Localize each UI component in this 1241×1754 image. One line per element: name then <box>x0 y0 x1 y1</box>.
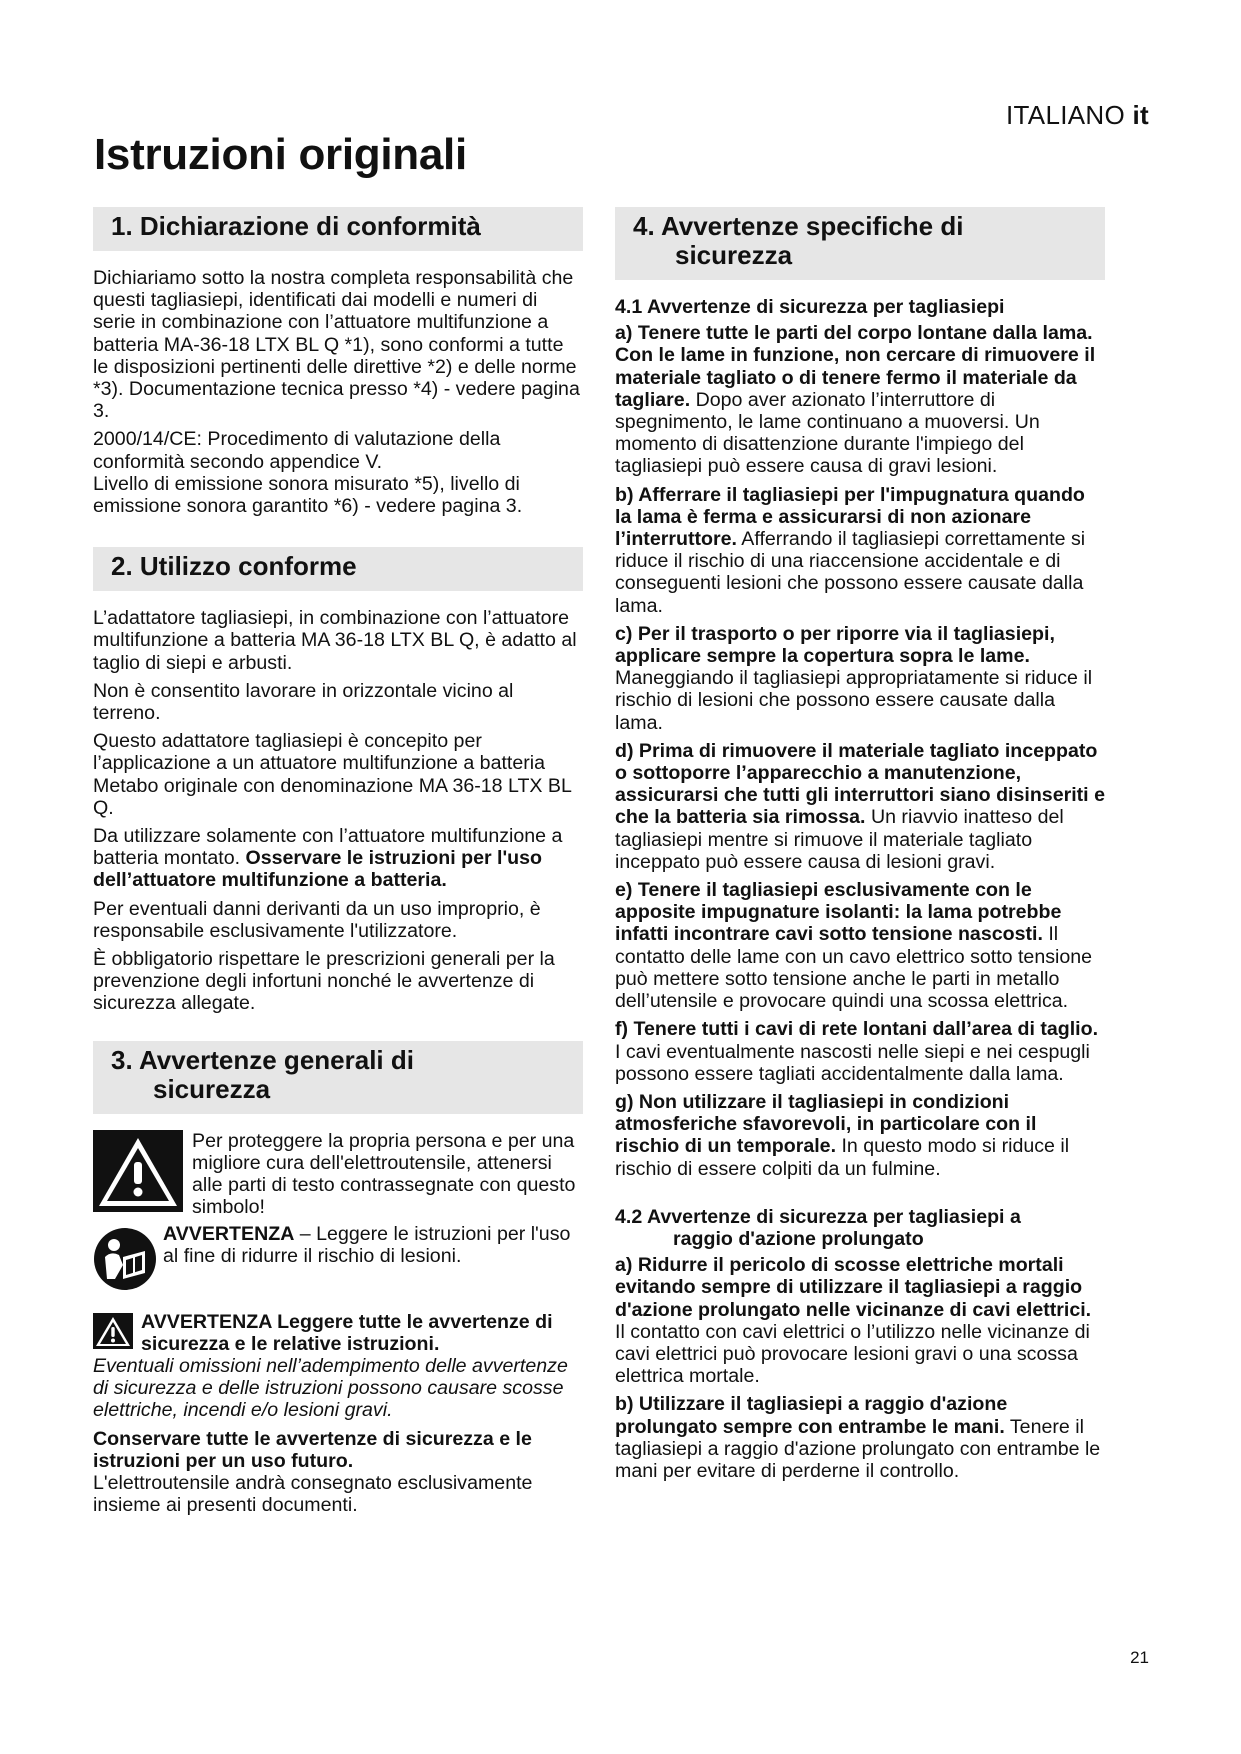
subsection-4-2-heading <box>615 1206 1105 1250</box>
subsection-4-2-heading-line2: raggio d'azione prolungato <box>673 1227 924 1250</box>
item-4-2-a-bold: a) Ridurre il pericolo di scosse elettriche mortali evitando sempre di utilizzare il tagliasiepi a raggio d'azione prolungato nelle vicinanze di cavi elettrici. <box>615 1254 1092 1321</box>
keep-instructions-text: L'elettroutensile andrà consegnato esclusivamente insieme ai presenti documenti. <box>93 1471 533 1517</box>
section-2-paragraph-2: Non è consentito lavorare in orizzontale vicino al terreno. <box>93 679 514 725</box>
subsection-4-2-heading-line1: 4.2 Avvertenze di sicurezza per tagliasiepi a <box>615 1205 1021 1228</box>
item-4-1-e-bold: e) Tenere il tagliasiepi esclusivamente con le apposite impugnature isolanti: la lama potrebbe infatti incontrare cavi sotto tensione nascosti. <box>615 879 1062 946</box>
item-4-1-a-bold: a) Tenere tutte le parti del corpo lontane dalla lama. Con le lame in funzione, non cercare di rimuovere il materiale tagliato o di tenere fermo il materiale da tagliare. <box>615 322 1096 411</box>
read-manual-block <box>93 1223 583 1291</box>
warning-all-block <box>93 1311 583 1355</box>
section-4-heading <box>615 207 1105 280</box>
warning-all-bold: AVVERTENZA Leggere tutte le avvertenze di sicurezza e le relative istruzioni. <box>141 1310 553 1355</box>
section-3-heading-line1: 3. Avvertenze generali di <box>111 1044 414 1075</box>
left-column <box>93 207 583 1522</box>
item-4-1-b <box>615 484 1105 617</box>
item-4-2-a-text: Il contatto con cavi elettrici o l’utilizzo nelle vicinanze di cavi elettrici può provocare lesioni gravi o una scossa elettrica mortale. <box>615 1320 1090 1388</box>
warning-triangle-icon <box>93 1130 183 1212</box>
item-4-1-b-bold: b) Afferrare il tagliasiepi per l'impugnatura quando la lama è ferma e assicurarsi di non azionare l’interruttore. <box>615 483 1085 551</box>
section-2-paragraph-4 <box>93 825 583 892</box>
keep-instructions-bold: Conservare tutte le avvertenze di sicurezza e le istruzioni per un uso futuro. <box>93 1427 532 1472</box>
item-4-1-g-bold: g) Non utilizzare il tagliasiepi in condizioni atmosferiche sfavorevoli, in particolare con il rischio di un temporale. <box>615 1090 1037 1158</box>
document-title: Istruzioni originali <box>94 130 467 179</box>
item-4-1-d-text: Un riavvio inatteso del tagliasiepi mentre si rimuove il materiale tagliato inceppato può essere causa di lesioni gravi. <box>615 806 1064 873</box>
item-4-1-c-bold: c) Per il trasporto o per riporre via il tagliasiepi, applicare sempre la copertura sopra le lame. <box>615 622 1055 668</box>
item-4-2-b-bold: b) Utilizzare il tagliasiepi a raggio d'azione prolungato sempre con entrambe le mani. <box>615 1393 1008 1438</box>
section-4-heading-line1: 4. Avvertenze specifiche di <box>633 211 964 241</box>
read-manual-icon <box>93 1227 157 1291</box>
warning-all-italic: Eventuali omissioni nell’adempimento delle avvertenze di sicurezza e delle istruzioni possono causare scosse elettriche, incendi e/o lesioni gravi. <box>93 1354 568 1422</box>
item-4-1-d-bold: d) Prima di rimuovere il materiale tagliato inceppato o sottoporre l’apparecchio a manutenzione, assicurarsi che tutti gli interruttori siano disinseriti e che la batteria sia rimossa. <box>615 739 1105 829</box>
item-4-1-b-text: Afferrando il tagliasiepi correttamente si riduce il rischio di una riaccensione accidentale e di conseguenti lesioni che possono essere causate dalla lama. <box>615 528 1086 617</box>
noise-level-text: Livello di emissione sonora misurato *5), livello di emissione sonora garantito *6) - vedere pagina 3. <box>93 472 523 518</box>
item-4-1-d <box>615 740 1105 873</box>
item-4-1-g <box>615 1091 1105 1180</box>
language-label <box>1006 100 1149 131</box>
section-3-heading-line2: sicurezza <box>153 1073 271 1104</box>
item-4-1-g-text: In questo modo si riduce il rischio di essere colpiti da un fulmine. <box>615 1135 1070 1180</box>
section-2-heading: 2. Utilizzo conforme <box>93 547 583 591</box>
section-1-heading: 1. Dichiarazione di conformità <box>93 207 583 251</box>
item-4-1-e <box>615 879 1105 1012</box>
section-2-paragraph-6: È obbligatorio rispettare le prescrizioni generali per la prevenzione degli infortuni nonché le avvertenze di sicurezza allegate. <box>93 948 555 1015</box>
keep-instructions <box>93 1428 583 1517</box>
read-manual-bold: AVVERTENZA <box>163 1222 295 1245</box>
item-4-1-c-text: Maneggiando il tagliasiepi appropriatamente si riduce il rischio di lesioni che possono essere causate dalla lama. <box>615 667 1093 734</box>
section-3-heading <box>93 1041 583 1114</box>
warning-symbol-block <box>93 1130 583 1219</box>
section-2-paragraph-1: L’adattatore tagliasiepi, in combinazione con l’attuatore multifunzione a batteria MA 36-18 LTX BL Q, è adatto al taglio di siepi e arbusti. <box>93 607 577 674</box>
item-4-1-c <box>615 623 1105 734</box>
page-number: 21 <box>1130 1648 1149 1667</box>
item-4-2-a <box>615 1254 1105 1387</box>
read-manual-text <box>163 1223 583 1267</box>
section-2-paragraph-5: Per eventuali danni derivanti da un uso improprio, è responsabile esclusivamente l'utilizzatore. <box>93 897 541 942</box>
item-4-2-b-text: Tenere il tagliasiepi a raggio d'azione prolungato con entrambe le mani per evitare di perderne il controllo. <box>615 1415 1101 1482</box>
directive-text: 2000/14/CE: Procedimento di valutazione della conformità secondo appendice V. <box>93 428 501 473</box>
section-2-paragraph-3: Questo adattatore tagliasiepi è concepito per l’applicazione a un attuatore multifunzione a batteria Metabo originale con denominazione MA 36-18 LTX BL Q. <box>93 730 572 819</box>
section-4-heading-line2: sicurezza <box>675 240 793 270</box>
item-4-1-a-text: Dopo aver azionato l’interruttore di spegnimento, le lame continuano a muoversi. Un momento di disattenzione durante l'impiego del tagliasiepi può essere causa di gravi lesioni. <box>615 388 1040 478</box>
item-4-1-f <box>615 1018 1105 1085</box>
read-manual-desc: – Leggere le istruzioni per l'uso al fine di ridurre il rischio di lesioni. <box>163 1222 571 1267</box>
small-warning-triangle-icon <box>93 1313 133 1349</box>
language-name: ITALIANO <box>1006 100 1125 130</box>
warning-symbol-text: Per proteggere la propria persona e per una migliore cura dell'elettroutensile, attenersi alle parti di testo contrassegnate con questo simbolo! <box>192 1129 576 1219</box>
section-1-paragraph-2 <box>93 428 583 517</box>
usage-note-bold: Osservare le istruzioni per l'uso dell’attuatore multifunzione a batteria. <box>93 847 542 892</box>
language-code: it <box>1132 100 1149 130</box>
usage-note: Da utilizzare solamente con l’attuatore multifunzione a batteria montato. <box>93 825 563 870</box>
right-column <box>615 207 1105 1488</box>
item-4-2-b <box>615 1393 1105 1482</box>
subsection-4-1-heading: 4.1 Avvertenze di sicurezza per tagliasiepi <box>615 296 1005 318</box>
item-4-1-a <box>615 322 1105 477</box>
item-4-1-f-text: I cavi eventualmente nascosti nelle siepi e nei cespugli possono essere tagliati accidentalmente dalla lama. <box>615 1040 1090 1085</box>
item-4-1-e-text: Il contatto delle lame con un cavo elettrico sotto tensione può mettere sotto tensione anche le parti in metallo dell’utensile e provocare quindi una scossa elettrica. <box>615 923 1093 1013</box>
item-4-1-f-bold: f) Tenere tutti i cavi di rete lontani dall’area di taglio. <box>615 1018 1099 1041</box>
section-1-paragraph-1: Dichiariamo sotto la nostra completa responsabilità che questi tagliasiepi, identificati dai modelli e numeri di serie in combinazione con l’attuatore multifunzione a batteria MA-36-18 LTX BL Q *1), sono conformi a tutte le disposizioni pertinenti delle direttive *2) e delle norme *3). Documentazione tecnica presso *4) - vedere pagina 3. <box>93 267 580 423</box>
